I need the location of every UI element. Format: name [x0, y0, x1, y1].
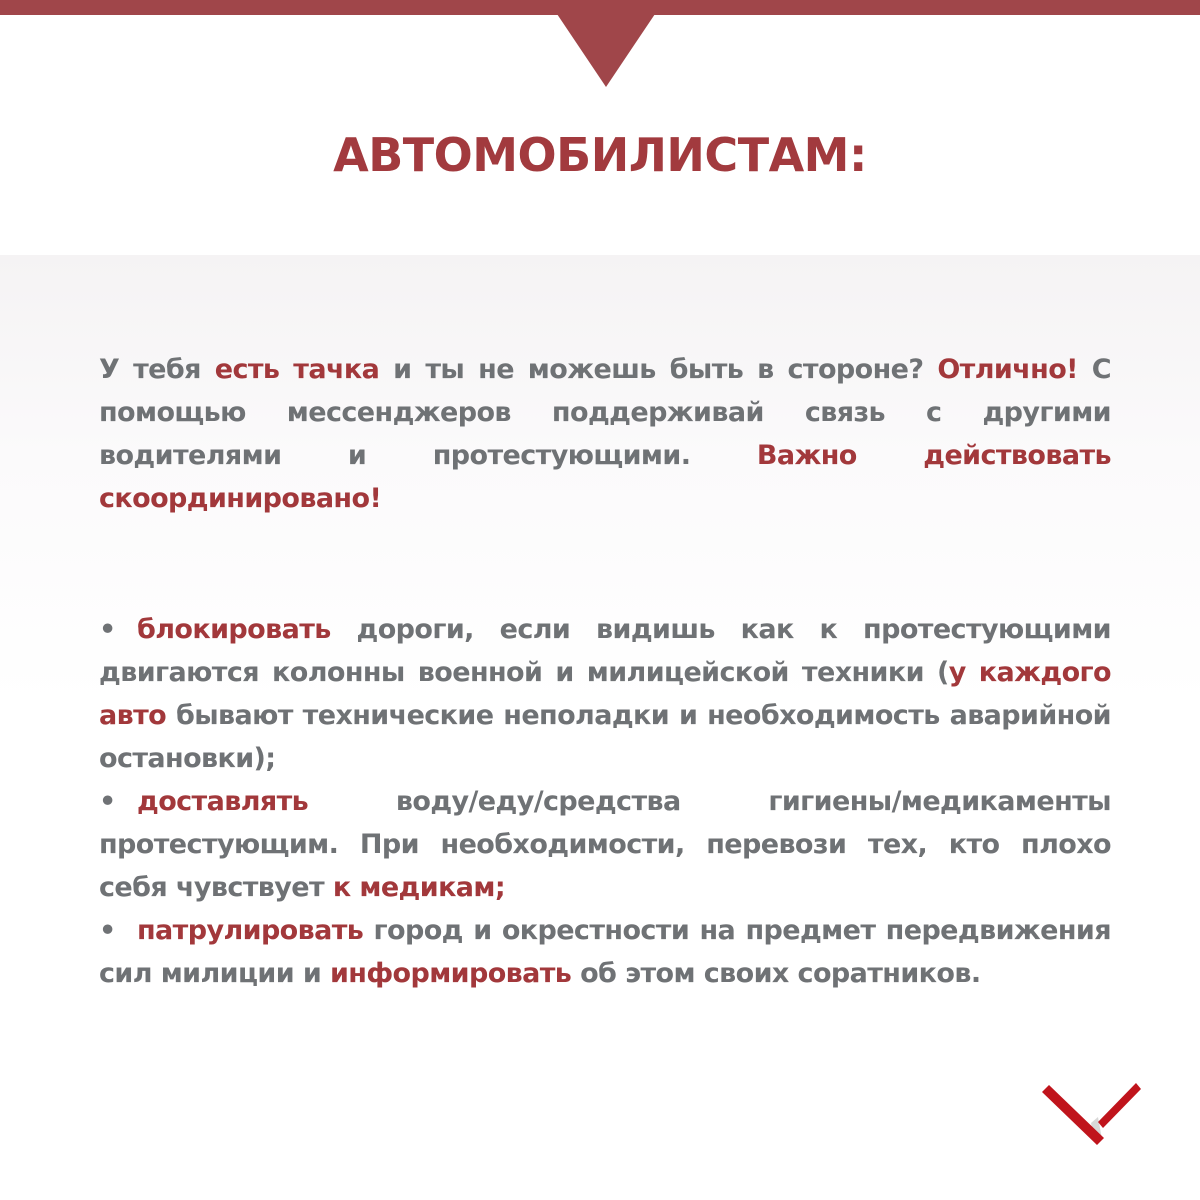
bullet-icon: •	[99, 614, 116, 645]
bullet-icon: •	[99, 786, 116, 817]
bullet-text: об этом своих соратников.	[571, 958, 981, 989]
bullet-text: дороги, если видишь как к протестующими двигаются колонны военной и милицейской техники (	[99, 614, 1111, 688]
bullet-highlight: информировать	[329, 958, 572, 989]
bullet-text: воду/еду/средства гигиены/медикаменты протестующим. При необходимости, перевози тех, кто плохо себя чувствует	[99, 786, 1111, 903]
list-item	[99, 909, 1111, 995]
list-item	[99, 608, 1111, 780]
bullet-highlight: к медикам;	[332, 872, 506, 903]
intro-paragraph	[99, 348, 1111, 520]
intro-segment: У тебя	[99, 354, 215, 385]
intro-segment: С помощью мессенджеров поддерживай связь с другими водителями и протестующими.	[99, 354, 1112, 471]
bullet-highlight: патрулировать	[137, 915, 364, 946]
bullet-highlight: у каждого авто	[99, 657, 1111, 731]
intro-highlight: Важно действовать скоординировано!	[99, 440, 1111, 514]
bullet-highlight: доставлять	[137, 786, 309, 817]
bullet-list	[99, 608, 1111, 995]
intro-highlight: Отлично!	[937, 354, 1078, 385]
intro-highlight: есть тачка	[214, 354, 380, 385]
list-item	[99, 780, 1111, 909]
bullet-icon: •	[99, 915, 116, 946]
bullet-text: город и окрестности на предмет передвижения сил милиции и	[99, 915, 1111, 989]
intro-text	[99, 348, 1111, 520]
checkmark-icon	[1036, 1065, 1146, 1150]
bullet-text: бывают технические неполадки и необходимость аварийной остановки);	[99, 700, 1111, 774]
page-title: АВТОМОБИЛИСТАМ:	[333, 128, 867, 182]
bullet-highlight: блокировать	[137, 614, 331, 645]
top-accent-bar	[0, 0, 1200, 15]
triangle-down-icon	[557, 14, 655, 87]
intro-segment: и ты не можешь быть в стороне?	[379, 354, 938, 385]
